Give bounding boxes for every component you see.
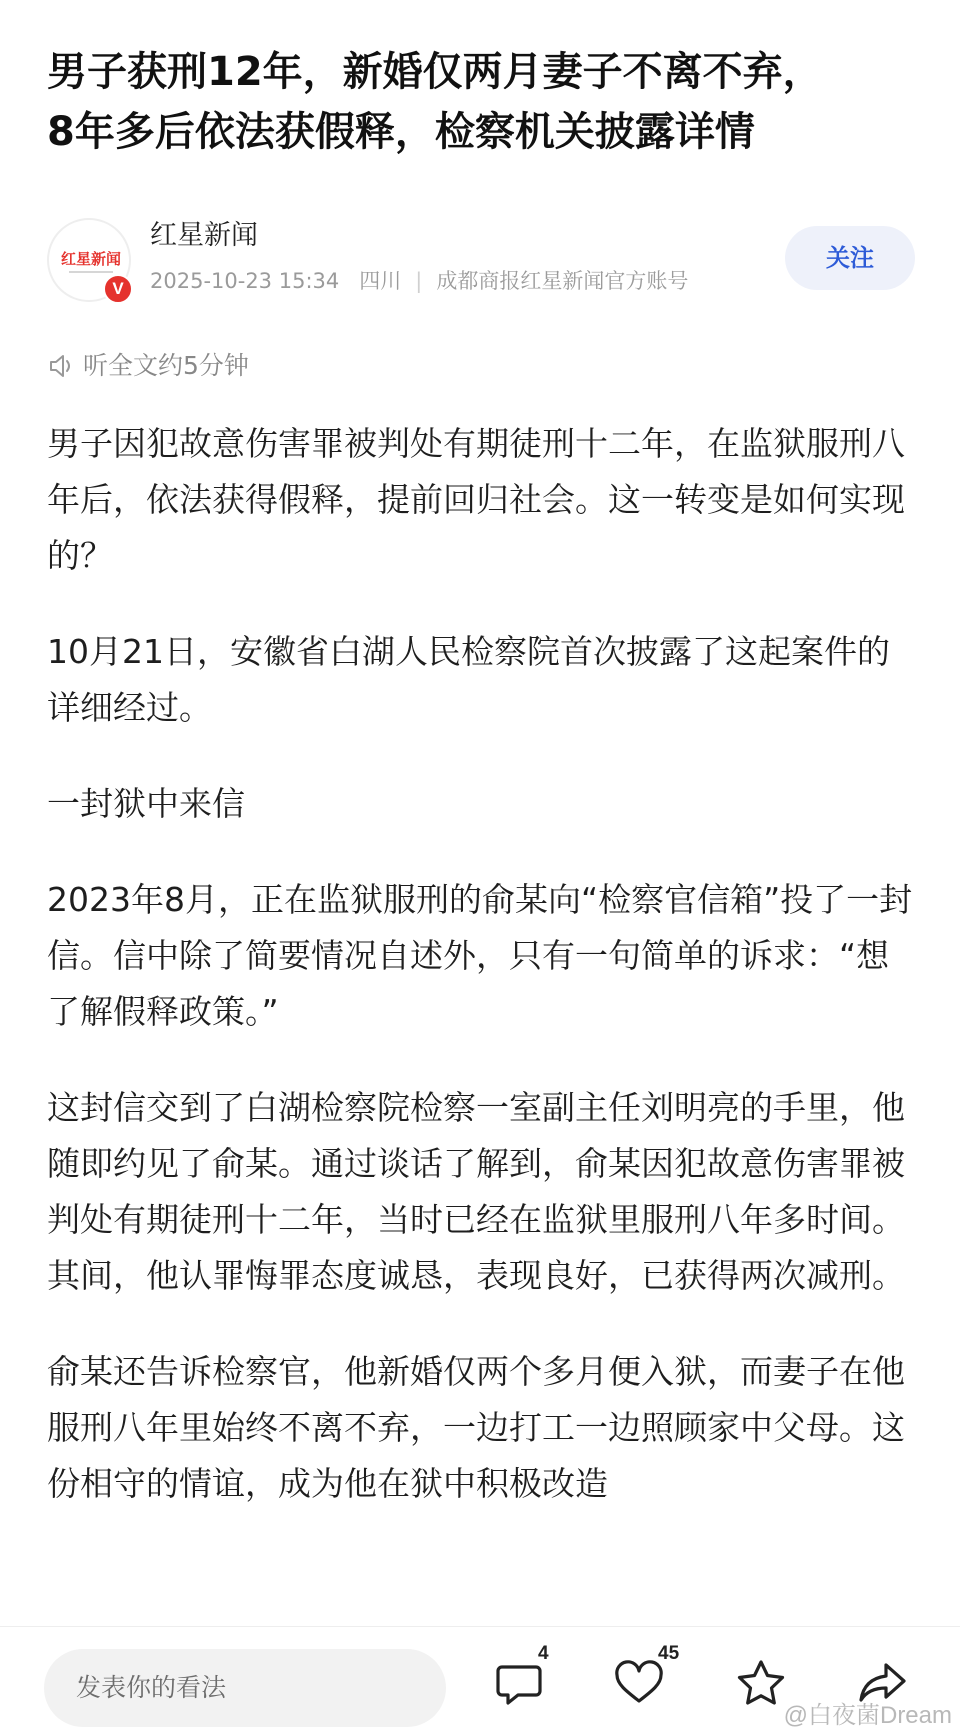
paragraph: 这封信交到了白湖检察院检察一室副主任刘明亮的手里，他随即约见了俞某。通过谈话了解到，俞某因犯故意伤害罪被判处有期徒刑十二年，当时已经在监狱里服刑八年多时间。其间，他认罪悔罪态度诚恳，表现良好，已获得两次减刑。 (47, 1088, 905, 1295)
author-row (47, 218, 917, 302)
publish-location: 四川 (359, 269, 402, 293)
comment-button[interactable] (494, 1643, 549, 1713)
verified-badge: V (103, 274, 133, 304)
follow-button[interactable]: 关注 (785, 226, 915, 290)
author-name[interactable]: 红星新闻 (150, 220, 258, 251)
article-title-line-2: 8年多后依法获假释，检察机关披露详情 (47, 109, 755, 155)
listen-label: 听全文约5分钟 (83, 351, 249, 380)
avatar[interactable] (47, 218, 131, 302)
speaker-icon (47, 352, 75, 380)
bottom-action-bar (0, 1626, 960, 1734)
paragraph: 男子因犯故意伤害罪被判处有期徒刑十二年，在监狱服刑八年后，依法获得假释，提前回归社会。这一转变是如何实现的？ (47, 424, 905, 575)
watermark: @白夜菌Dream (783, 1702, 952, 1729)
paragraph: 俞某还告诉检察官，他新婚仅两个多月便入狱，而妻子在他服刑八年里始终不离不弃，一边打工一边照顾家中父母。这份相守的情谊，成为他在狱中积极改造 (47, 1352, 905, 1503)
paragraph: 10月21日，安徽省白湖人民检察院首次披露了这起案件的详细经过。 (47, 632, 890, 727)
article-meta (150, 266, 688, 296)
comment-input[interactable]: 发表你的看法 (44, 1649, 446, 1727)
publish-datetime: 2025-10-23 15:34 (150, 269, 340, 293)
star-icon (734, 1657, 788, 1709)
paragraph: 2023年8月，正在监狱服刑的俞某向“检察官信箱”投了一封信。信中除了简要情况自述外，只有一句简单的诉求：“想了解假释政策。” (47, 880, 913, 1031)
favorite-button[interactable] (734, 1657, 788, 1713)
meta-divider: | (415, 269, 423, 293)
article-body (47, 416, 919, 1552)
article-title (47, 42, 927, 162)
like-count: 45 (658, 1643, 680, 1664)
svg-text:红星新闻: 红星新闻 (60, 250, 122, 268)
article-title-line-1: 男子获刑12年，新婚仅两月妻子不离不弃， (47, 49, 823, 95)
account-description: 成都商报红星新闻官方账号 (436, 269, 689, 293)
comment-count: 4 (538, 1643, 549, 1664)
like-button[interactable] (612, 1643, 680, 1713)
listen-full-text-button[interactable] (47, 348, 249, 384)
section-heading: 一封狱中来信 (47, 784, 245, 823)
